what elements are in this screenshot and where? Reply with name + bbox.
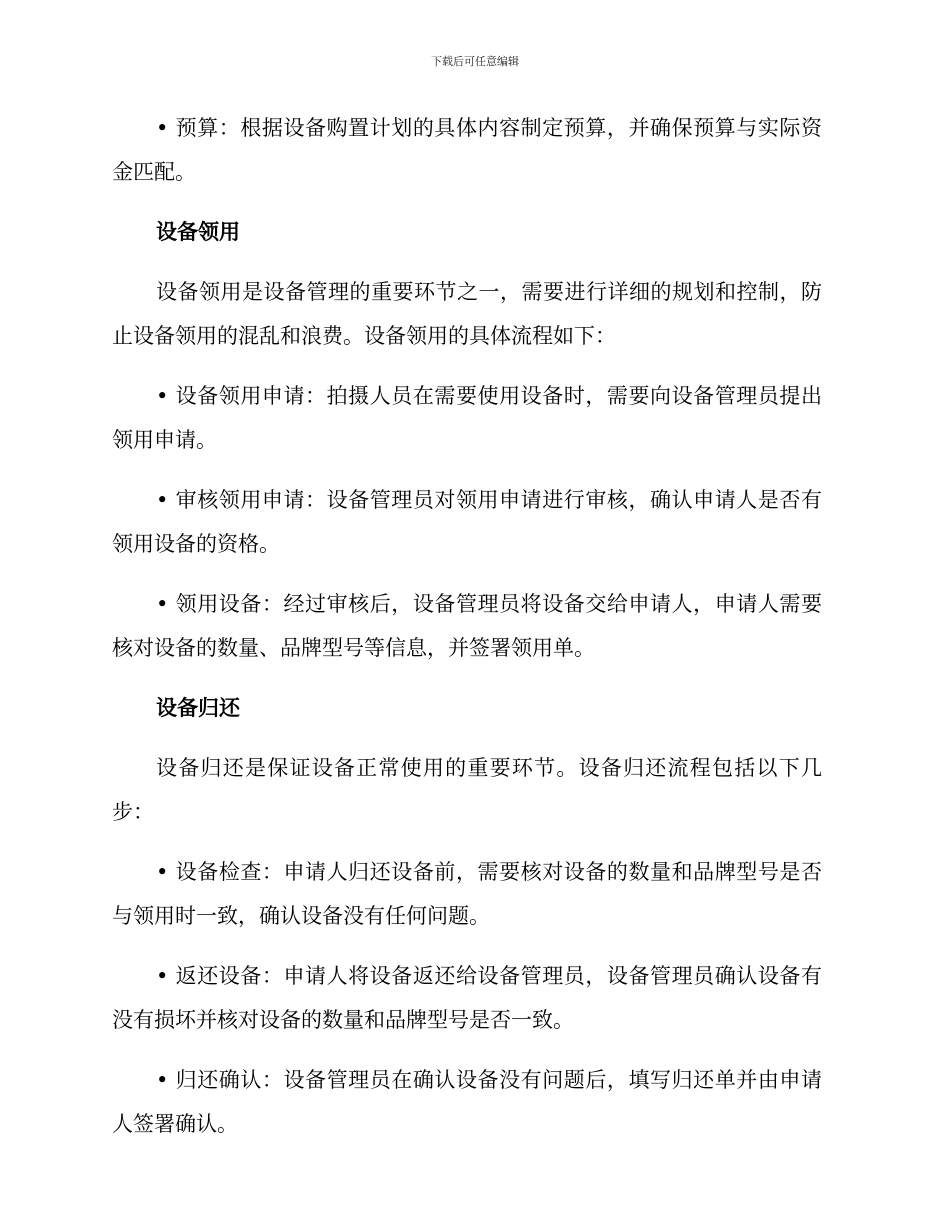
document-body bbox=[112, 106, 822, 1162]
section-heading-equipment-return: 设备归还 bbox=[156, 696, 240, 720]
paragraph-checkout-intro: 设备领用是设备管理的重要环节之一，需要进行详细的规划和控制，防止设备领用的混乱和浪费。设备领用的具体流程如下： bbox=[112, 280, 822, 348]
paragraph-budget: • 预算：根据设备购置计划的具体内容制定预算，并确保预算与实际资金匹配。 bbox=[112, 116, 822, 184]
paragraph-return-handback: • 返还设备：申请人将设备返还给设备管理员，设备管理员确认设备有没有损坏并核对设备的数量和品牌型号是否一致。 bbox=[112, 964, 822, 1032]
section-heading-equipment-checkout: 设备领用 bbox=[156, 220, 240, 244]
paragraph-checkout-handover: • 领用设备：经过审核后，设备管理员将设备交给申请人，申请人需要核对设备的数量、品牌型号等信息，并签署领用单。 bbox=[112, 592, 822, 660]
page-header: 下载后可任意编辑 bbox=[431, 55, 519, 68]
paragraph-return-intro: 设备归还是保证设备正常使用的重要环节。设备归还流程包括以下几步： bbox=[112, 756, 822, 824]
paragraph-return-confirmation: • 归还确认：设备管理员在确认设备没有问题后，填写归还单并由申请人签署确认。 bbox=[112, 1068, 822, 1136]
paragraph-checkout-application: • 设备领用申请：拍摄人员在需要使用设备时，需要向设备管理员提出领用申请。 bbox=[112, 384, 822, 452]
paragraph-return-inspection: • 设备检查：申请人归还设备前，需要核对设备的数量和品牌型号是否与领用时一致，确认设备没有任何问题。 bbox=[112, 860, 822, 928]
paragraph-checkout-review: • 审核领用申请：设备管理员对领用申请进行审核，确认申请人是否有领用设备的资格。 bbox=[112, 488, 822, 556]
